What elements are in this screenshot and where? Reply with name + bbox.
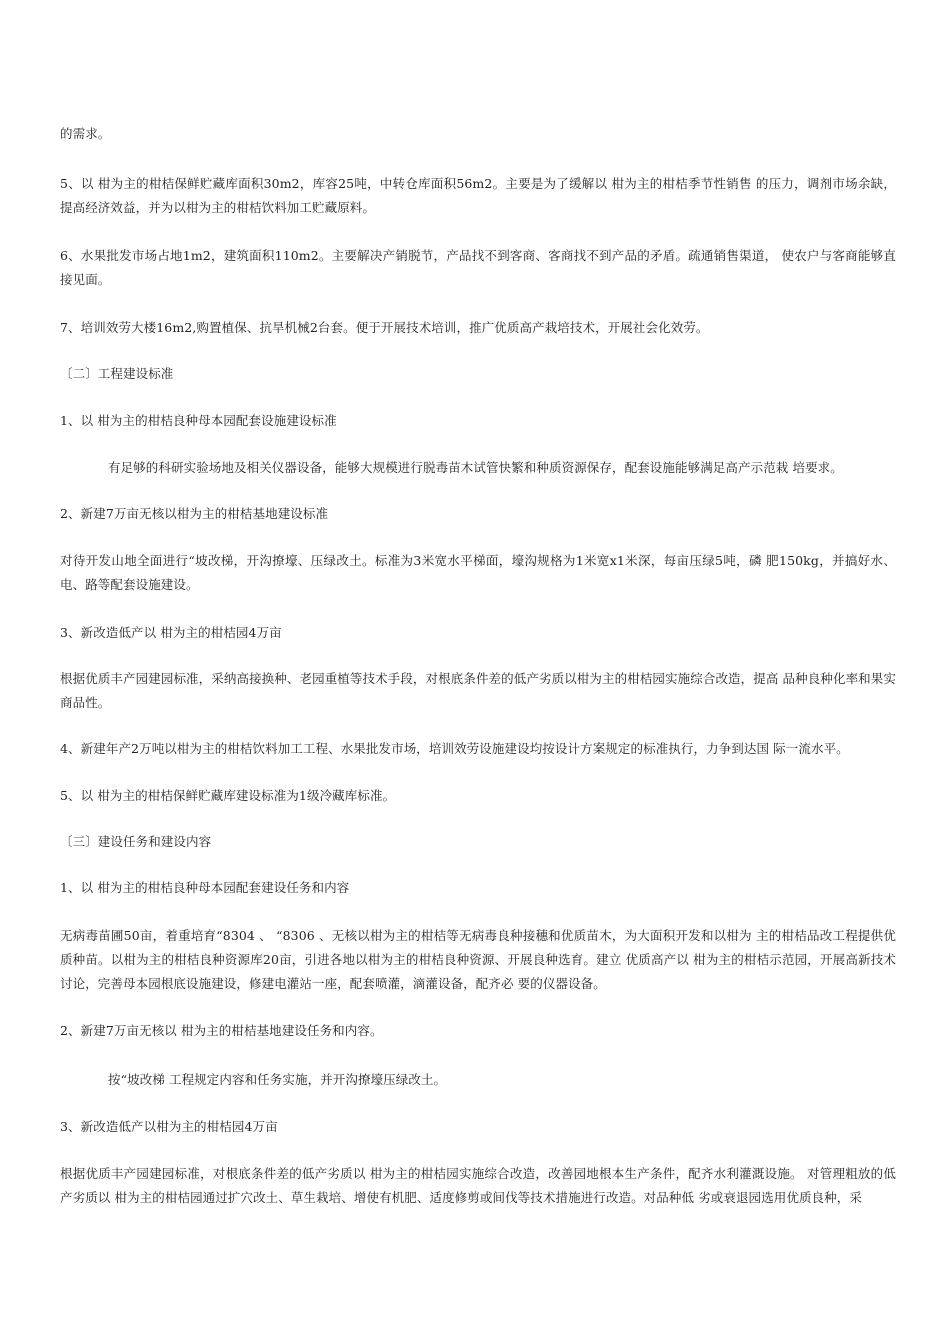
paragraph-base-standard: 对待开发山地全面进行“坡改梯，开沟撩壕、压绿改土。标准为3米宽水平梯面，壕沟规格为1米宽x1米深，每亩压绿5吨，磷 肥150kg，并搞好水、电、路等配套设施建设。 [60, 553, 896, 592]
paragraph-continuation: 的需求。 [60, 126, 111, 141]
section-heading-standards: 〔二〕工程建设标准 [60, 366, 174, 381]
paragraph-item-6-market: 6、水果批发市场占地1m2，建筑面积110m2。主要解决产销脱节，产品找不到客商、客商找不到产品的矛盾。疏通销售渠道， 使农户与客商能够直接见面。 [60, 248, 896, 287]
paragraph-item-4-processing: 4、新建年产2万吨以柑为主的柑桔饮料加工工程、水果批发市场，培训效劳设施建设均按设计方案规定的标准执行，力争到达国 际一流水平。 [60, 741, 849, 756]
paragraph-item-5-cold-storage: 5、以 柑为主的柑桔保鲜贮藏库建设标准为1级冷藏库标准。 [60, 788, 396, 803]
section-heading-tasks: 〔三〕建设任务和建设内容 [60, 834, 212, 849]
subheading-2-base-tasks: 2、新建7万亩无核以 柑为主的柑桔基地建设任务和内容。 [60, 1023, 383, 1038]
subheading-1-nursery-tasks: 1、以 柑为主的柑桔良种母本园配套建设任务和内容 [60, 880, 350, 895]
subheading-3-orchard-renovation: 3、新改造低产以 柑为主的柑桔园4万亩 [60, 625, 282, 640]
paragraph-item-7-training: 7、培训效劳大楼16m2,购置植保、抗旱机械2台套。便于开展技术培训，推广优质高产栽培技术，开展社会化效劳。 [60, 320, 709, 335]
paragraph-renovation-tasks: 根据优质丰产园建园标准，对根底条件差的低产劣质以 柑为主的柑桔园实施综合改造，改善园地根本生产条件，配齐水利灌溉设施。 对管理粗放的低产劣质以 柑为主的柑桔园通过扩穴改土、草生栽培、增使有机肥、适度修剪或间伐等技术措施进行改造。对品种低 劣或衰退园选用优质良种，采 [60, 1166, 896, 1205]
paragraph-nursery-standard: 有足够的科研实验场地及相关仪器设备，能够大规模进行脱毒苗木试管快繁和种质资源保存，配套设施能够满足高产示范栽 培要求。 [108, 460, 843, 475]
paragraph-item-5-storage: 5、以 柑为主的柑桔保鲜贮藏库面积30m2，库容25吨，中转仓库面积56m2。主要是为了缓解以 柑为主的柑桔季节性销售 的压力，调剂市场余缺，提高经济效益，并为以柑为主的柑桔饮料加工贮藏原料。 [60, 176, 896, 215]
paragraph-orchard-renovation: 根据优质丰产园建园标准，采纳高接换种、老园重植等技术手段，对根底条件差的低产劣质以柑为主的柑桔园实施综合改造，提高 品种良种化率和果实商品性。 [60, 671, 896, 710]
paragraph-nursery-tasks: 无病毒苗圃50亩，着重培育“8304 、 “8306 、无核以柑为主的柑桔等无病毒良种接穗和优质苗木，为大面积开发和以柑为 主的柑桔品改工程提供优质种苗。以柑为主的柑桔良种资源库20亩，引进各地以柑为主的柑桔良种资源、开展良种选育。建立 优质高产以 柑为主的柑桔示范园，开展高新技术讨论，完善母本园根底设施建设，修建电灌站一座，配套喷灌，滴灌设备，配齐必 要的仪器设备。 [60, 928, 896, 991]
subheading-1-nursery-standard: 1、以 柑为主的柑桔良种母本园配套设施建设标准 [60, 413, 337, 428]
subheading-2-base-standard: 2、新建7万亩无核以柑为主的柑桔基地建设标准 [60, 506, 329, 521]
subheading-3-renovation-tasks: 3、新改造低产以柑为主的柑桔园4万亩 [60, 1119, 278, 1134]
paragraph-base-tasks: 按“坡改梯 工程规定内容和任务实施，并开沟撩壕压绿改土。 [108, 1072, 447, 1087]
